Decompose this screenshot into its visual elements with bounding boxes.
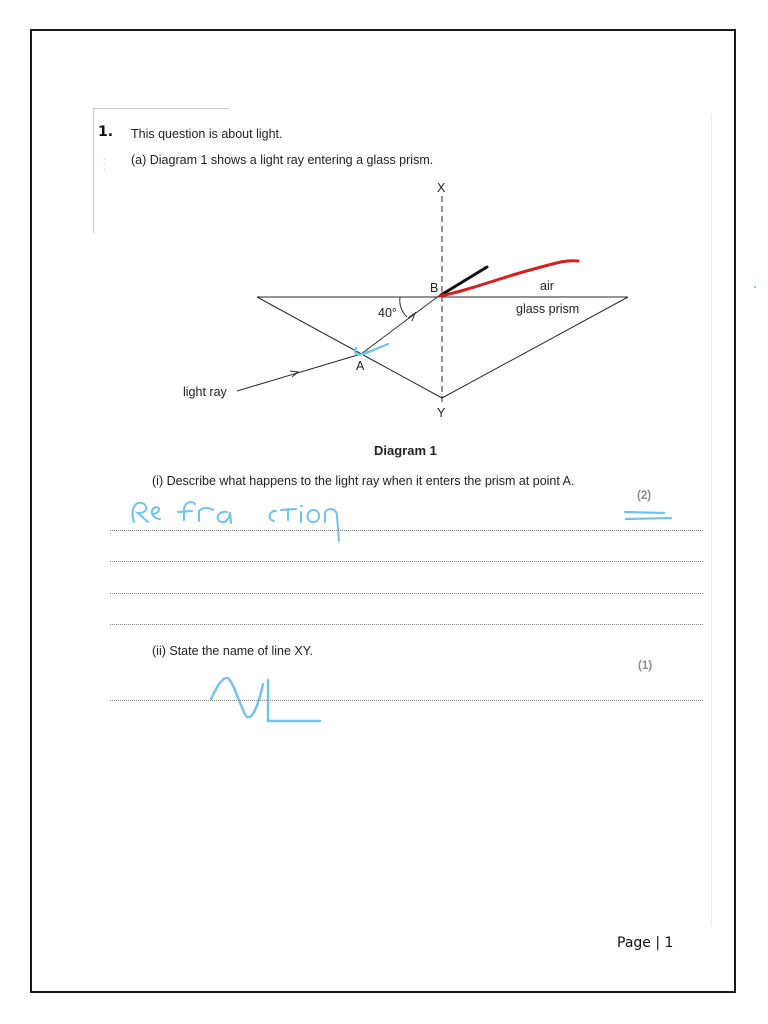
answer-line <box>110 561 703 562</box>
label-b: B <box>430 281 439 295</box>
red-ink-ray <box>440 261 578 296</box>
diagram-caption: Diagram 1 <box>374 443 437 458</box>
answer-line <box>110 624 703 625</box>
label-light-ray: light ray <box>183 385 227 399</box>
ink-specks: : · <box>103 156 106 174</box>
part-a-text: (a) Diagram 1 shows a light ray entering a glass prism. <box>131 153 434 167</box>
part-i-marks: (2) <box>637 490 652 502</box>
part-ii-marks: (1) <box>638 660 653 672</box>
part-i-prompt: (i) Describe what happens to the light ray when it enters the prism at point A. <box>152 474 575 488</box>
question-number: 1. <box>98 124 114 140</box>
label-y: Y <box>437 406 446 420</box>
handwritten-refraction <box>133 502 339 541</box>
part-ii-prompt: (ii) State the name of line XY. <box>152 644 313 658</box>
label-air: air <box>540 279 554 293</box>
refracted-ray <box>361 295 440 354</box>
mark-ticks <box>625 512 671 519</box>
label-a: A <box>356 359 365 373</box>
answer-line <box>110 530 703 531</box>
incident-ray <box>237 354 361 391</box>
answer-line <box>110 593 703 594</box>
angle-arc <box>400 297 407 317</box>
label-angle: 40° <box>378 306 397 320</box>
label-x: X <box>437 181 446 195</box>
refracted-arrow <box>408 313 415 321</box>
page-number: Page | 1 <box>617 935 674 951</box>
answer-line <box>110 700 703 701</box>
label-glass-prism: glass prism <box>516 302 580 316</box>
question-intro: This question is about light. <box>131 127 283 141</box>
